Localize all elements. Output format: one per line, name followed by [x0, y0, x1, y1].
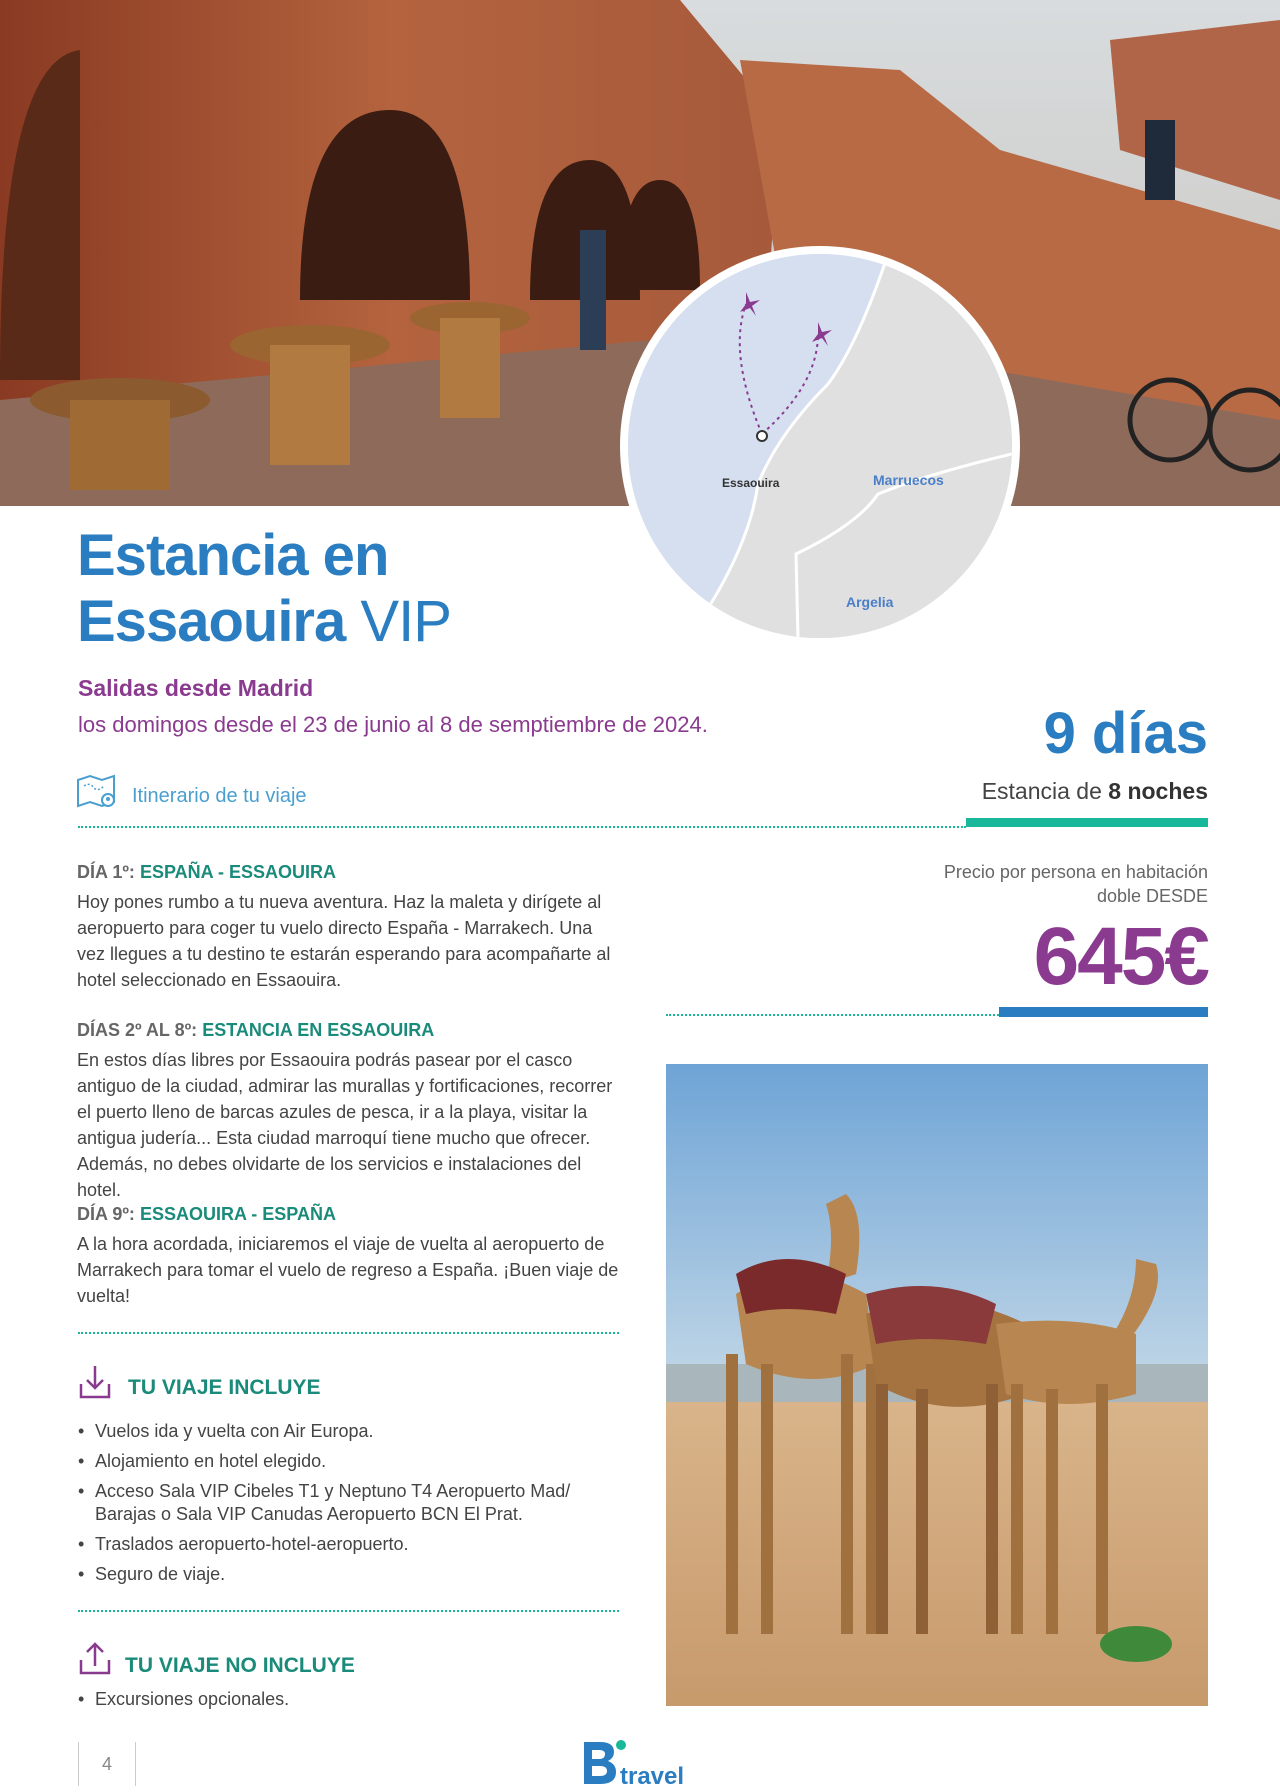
- page-number: 4: [78, 1742, 136, 1786]
- upload-icon: [78, 1640, 112, 1676]
- price-amount: 645€: [1033, 911, 1208, 1002]
- trip-days: 9 días: [1043, 701, 1208, 766]
- map-label-city: Essaouira: [722, 476, 780, 490]
- map-pin-icon: [76, 772, 120, 812]
- camels-photo: [666, 1064, 1208, 1706]
- title-line-1: Estancia en: [77, 523, 389, 588]
- map-label-country: Argelia: [846, 594, 894, 610]
- day-heading: DÍA 9º: ESSAOUIRA - ESPAÑA: [77, 1204, 336, 1224]
- btravel-logo: [580, 1738, 700, 1788]
- logo-text: travel: [620, 1763, 685, 1788]
- day-description: Hoy pones rumbo a tu nueva aventura. Haz la maleta y dirígete al aeropuerto para coger tu vuelo directo España - Marrakech. Una vez llegues a tu destino te estarán esperando para acompañarte al hotel seleccionado en Essaouira.: [77, 892, 611, 990]
- day-heading: DÍA 1º: ESPAÑA - ESSAOUIRA: [77, 862, 336, 882]
- accent-bar: [999, 1007, 1208, 1017]
- accent-bar: [966, 818, 1208, 827]
- download-icon: [78, 1364, 112, 1400]
- excludes-list: [78, 1688, 623, 1718]
- divider: [78, 1610, 619, 1612]
- page-title: [77, 523, 637, 655]
- list-item: • Vuelos ida y vuelta con Air Europa.: [78, 1420, 623, 1443]
- list-item: • Seguro de viaje.: [78, 1563, 623, 1586]
- day-heading: DÍAS 2º AL 8º: ESTANCIA EN ESSAOUIRA: [77, 1020, 435, 1040]
- departure-dates: los domingos desde el 23 de junio al 8 de semptiembre de 2024.: [78, 712, 708, 737]
- includes-list: [78, 1420, 623, 1593]
- list-item: • Alojamiento en hotel elegido.: [78, 1450, 623, 1473]
- list-item: • Acceso Sala VIP Cibeles T1 y Neptuno T4 Aeropuerto Mad/ Barajas o Sala VIP Canudas Aeropuerto BCN El Prat.: [78, 1480, 623, 1526]
- map-label-country: Marruecos: [873, 472, 944, 488]
- divider: [78, 1332, 619, 1334]
- price-note: Precio por persona en habitación doble DESDE: [943, 862, 1208, 906]
- day-description: A la hora acordada, iniciaremos el viaje de vuelta al aeropuerto de Marrakech para tomar el vuelo de regreso a España. ¡Buen viaje de vuelta!: [77, 1234, 619, 1306]
- excludes-title: TU VIAJE NO INCLUYE: [125, 1654, 355, 1677]
- includes-title: TU VIAJE INCLUYE: [128, 1376, 321, 1399]
- trip-nights: Estancia de 8 noches: [981, 778, 1208, 804]
- list-item: • Traslados aeropuerto-hotel-aeropuerto.: [78, 1533, 623, 1556]
- list-item: • Excursiones opcionales.: [78, 1688, 623, 1711]
- title-line-2: Essaouira VIP: [77, 589, 451, 654]
- divider: [666, 1014, 999, 1016]
- day-description: En estos días libres por Essaouira podrás pasear por el casco antiguo de la ciudad, admirar las murallas y fortificaciones, recorrer el puerto lleno de barcas azules de pesca, ir a la playa, visitar la antigua judería... Esta ciudad marroquí tiene mucho que ofrecer. Además, no debes olvidarte de los servicios e instalaciones del hotel.: [77, 1050, 613, 1200]
- route-map: [620, 246, 1020, 646]
- departures-label: Salidas desde Madrid: [78, 675, 314, 701]
- divider: [78, 826, 966, 828]
- itinerary-label: Itinerario de tu viaje: [132, 785, 307, 807]
